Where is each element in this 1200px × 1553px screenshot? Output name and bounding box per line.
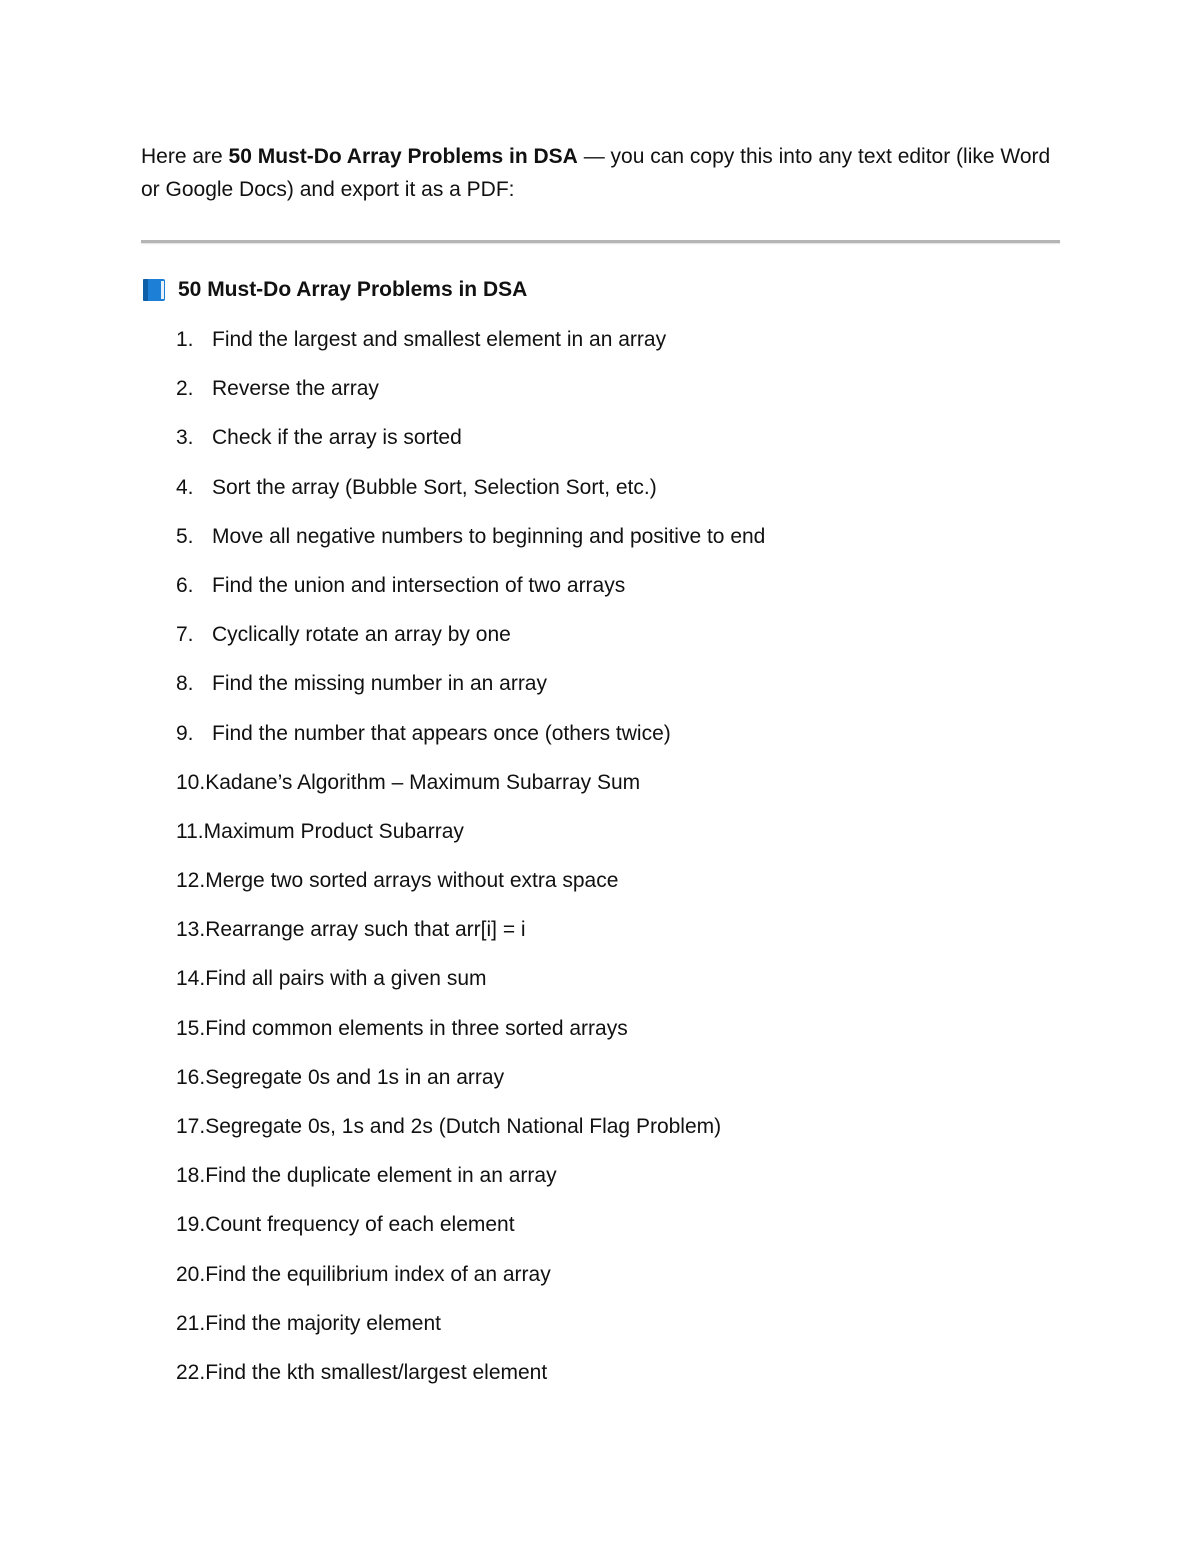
list-item-number: 1.	[176, 328, 194, 351]
list-item-number: 18.	[176, 1164, 206, 1188]
list-item-text: Move all negative numbers to beginning and positive to end	[212, 524, 766, 548]
list-item	[176, 619, 765, 668]
intro-suffix: — you can copy this into any text editor (like Word or Google Docs) and export it as a PDF:	[141, 145, 1051, 201]
list-item-number: 2.	[176, 377, 194, 401]
list-item-number: 11.	[176, 819, 204, 843]
list-item-text: Merge two sorted arrays without extra space	[205, 869, 619, 893]
list-item-text: Find the union and intersection of two arrays	[212, 573, 626, 597]
list-item	[176, 1062, 765, 1111]
list-item-text: Sort the array (Bubble Sort, Selection Sort, etc.)	[212, 475, 657, 499]
list-item-number: 13.	[176, 918, 206, 942]
intro-bold: 50 Must-Do Array Problems in DSA	[228, 145, 578, 168]
list-item-number: 15.	[176, 1016, 206, 1040]
list-item	[176, 767, 765, 816]
list-item-text: Find the kth smallest/largest element	[205, 1360, 548, 1384]
horizontal-divider	[141, 240, 1060, 243]
list-item	[176, 914, 765, 963]
list-item	[176, 1259, 765, 1308]
list-item-text: Find the equilibrium index of an array	[205, 1262, 551, 1286]
list-item	[176, 718, 765, 767]
list-item-text: Cyclically rotate an array by one	[212, 623, 511, 647]
list-item-number: 10.	[176, 770, 206, 794]
list-item-number: 5.	[176, 524, 194, 548]
list-item	[176, 1160, 765, 1209]
intro-paragraph	[141, 140, 1071, 206]
list-item-text: Find all pairs with a given sum	[205, 967, 487, 991]
list-item	[176, 816, 765, 865]
section-heading	[141, 274, 527, 306]
list-item-text: Segregate 0s, 1s and 2s (Dutch National Flag Problem)	[205, 1115, 722, 1138]
blue-book-icon	[141, 278, 167, 302]
list-item-number: 8.	[176, 672, 194, 696]
list-item	[176, 1308, 765, 1357]
list-item-text: Find the missing number in an array	[212, 672, 547, 696]
list-item	[176, 668, 765, 717]
list-item	[176, 1013, 765, 1062]
list-item-number: 12.	[176, 869, 206, 893]
heading-title: 50 Must-Do Array Problems in DSA	[178, 278, 528, 301]
intro-prefix: Here are	[141, 145, 229, 168]
list-item	[176, 1357, 765, 1406]
list-item-text: Check if the array is sorted	[212, 426, 462, 450]
list-item-text: Find the number that appears once (others twice)	[212, 721, 671, 745]
list-item-number: 16.	[176, 1065, 206, 1089]
list-item	[176, 570, 765, 619]
list-item	[176, 472, 765, 521]
list-item	[176, 422, 765, 471]
list-item-number: 20.	[176, 1262, 206, 1286]
list-item-number: 4.	[176, 475, 194, 499]
list-item-text: Find common elements in three sorted arrays	[205, 1016, 628, 1040]
list-item-number: 21.	[176, 1311, 206, 1335]
list-item	[176, 324, 765, 373]
list-item-text: Find the largest and smallest element in an array	[212, 328, 667, 351]
list-item-number: 6.	[176, 573, 194, 597]
list-item-number: 17.	[176, 1115, 206, 1138]
list-item-number: 22.	[176, 1360, 206, 1384]
list-item-text: Segregate 0s and 1s in an array	[205, 1065, 505, 1089]
list-item-text: Rearrange array such that arr[i] = i	[205, 918, 526, 942]
list-item-number: 19.	[176, 1213, 206, 1237]
list-item	[176, 963, 765, 1012]
list-item-text: Maximum Product Subarray	[203, 819, 464, 843]
list-item	[176, 373, 765, 422]
list-item	[176, 1111, 765, 1160]
list-item-text: Find the duplicate element in an array	[205, 1164, 557, 1188]
list-item-text: Reverse the array	[212, 377, 379, 401]
list-item-text: Count frequency of each element	[205, 1213, 515, 1237]
list-item-text: Find the majority element	[205, 1311, 441, 1335]
list-item-number: 9.	[176, 721, 194, 745]
list-item-number: 7.	[176, 623, 194, 647]
problem-list	[176, 324, 765, 1406]
list-item	[176, 865, 765, 914]
list-item	[176, 1209, 765, 1258]
list-item	[176, 521, 765, 570]
list-item-number: 14.	[176, 967, 206, 991]
list-item-text: Kadane’s Algorithm – Maximum Subarray Sum	[205, 770, 641, 794]
list-item-number: 3.	[176, 426, 194, 450]
